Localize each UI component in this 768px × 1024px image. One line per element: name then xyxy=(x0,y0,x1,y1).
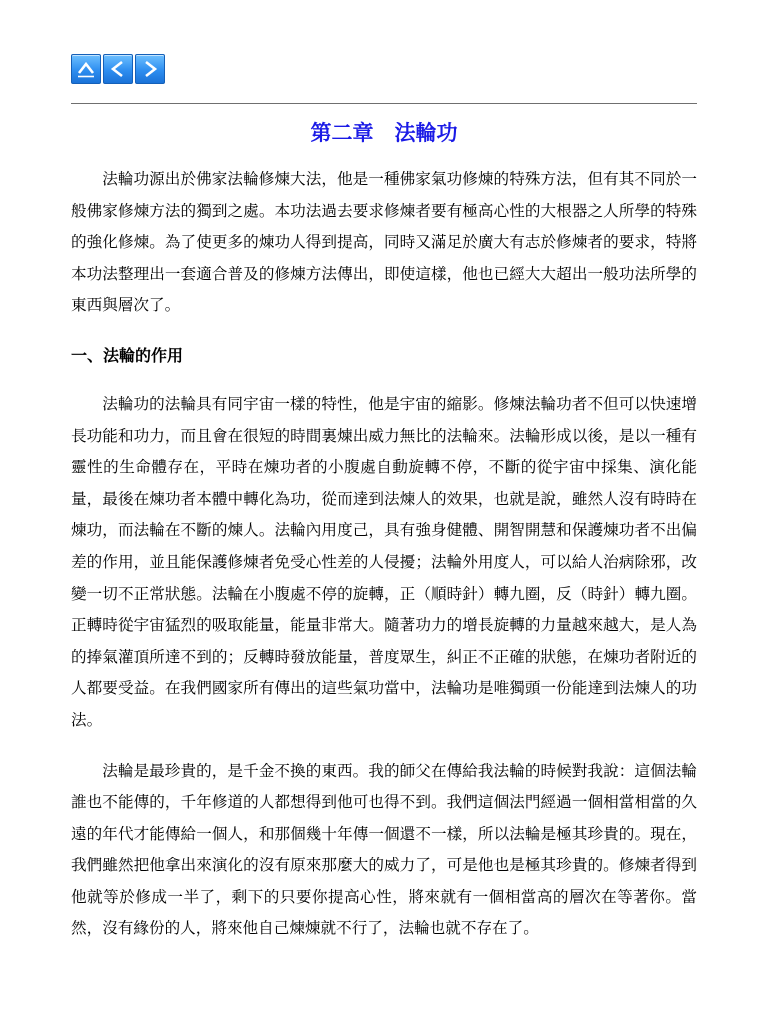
chapter-content xyxy=(71,164,697,964)
previous-button[interactable] xyxy=(103,54,133,84)
up-button[interactable] xyxy=(71,54,101,84)
chevron-left-icon xyxy=(107,58,129,80)
intro-paragraph: 法輪功源出於佛家法輪修煉大法，他是一種佛家氣功修煉的特殊方法，但有其不同於一般佛家修煉方法的獨到之處。本功法過去要求修煉者要有極高心性的大根器之人所學的特殊的強化修煉。為了使更多的煉功人得到提高，同時又滿足於廣大有志於修煉者的要求，特將本功法整理出一套適合普及的修煉方法傳出，即使這樣，他也已經大大超出一般功法所學的東西與層次了。 xyxy=(71,170,697,315)
section-paragraph: 法輪功的法輪具有同宇宙一樣的特性，他是宇宙的縮影。修煉法輪功者不但可以快速增長功能和功力，而且會在很短的時間裏煉出威力無比的法輪來。法輪形成以後，是以一種有靈性的生命體存在，平時在煉功者的小腹處自動旋轉不停，不斷的從宇宙中採集、演化能量，最後在煉功者本體中轉化為功，從而達到法煉人的效果，也就是說，雖然人沒有時時在煉功，而法輪在不斷的煉人。法輪內用度己，具有強身健體、開智開慧和保護煉功者不出偏差的作用，並且能保護修煉者免受心性差的人侵擾；法輪外用度人，可以給人治病除邪，改變一切不正常狀態。法輪在小腹處不停的旋轉，正（順時針）轉九圈，反（時針）轉九圈。正轉時從宇宙猛烈的吸取能量，能量非常大。隨著功力的增長旋轉的力量越來越大，是人為的捧氣灌頂所達不到的；反轉時發放能量，普度眾生，糾正不正確的狀態，在煉功者附近的人都要受益。在我們國家所有傳出的這些氣功當中，法輪功是唯獨頭一份能達到法煉人的功法。 xyxy=(71,394,697,729)
chevron-up-icon xyxy=(75,58,97,80)
horizontal-divider xyxy=(71,103,697,104)
navigation-bar xyxy=(71,54,165,84)
chapter-title: 第二章 法輪功 xyxy=(310,121,458,145)
section-paragraph: 法輪是最珍貴的，是千金不換的東西。我的師父在傳給我法輪的時候對我說：這個法輪誰也不能傳的，千年修道的人都想得到他可也得不到。我們這個法門經過一個相當相當的久遠的年代才能傳給一個人，和那個幾十年傳一個還不一樣，所以法輪是極其珍貴的。現在，我們雖然把他拿出來演化的沒有原來那麼大的威力了，可是他也是極其珍貴的。修煉者得到他就等於修成一半了，剩下的只要你提高心性，將來就有一個相當高的層次在等著你。當然，沒有緣份的人，將來他自己煉煉就不行了，法輪也就不存在了。 xyxy=(71,761,697,938)
chevron-right-icon xyxy=(139,58,161,80)
next-button[interactable] xyxy=(135,54,165,84)
section-heading: 一、法輪的作用 xyxy=(71,345,184,365)
